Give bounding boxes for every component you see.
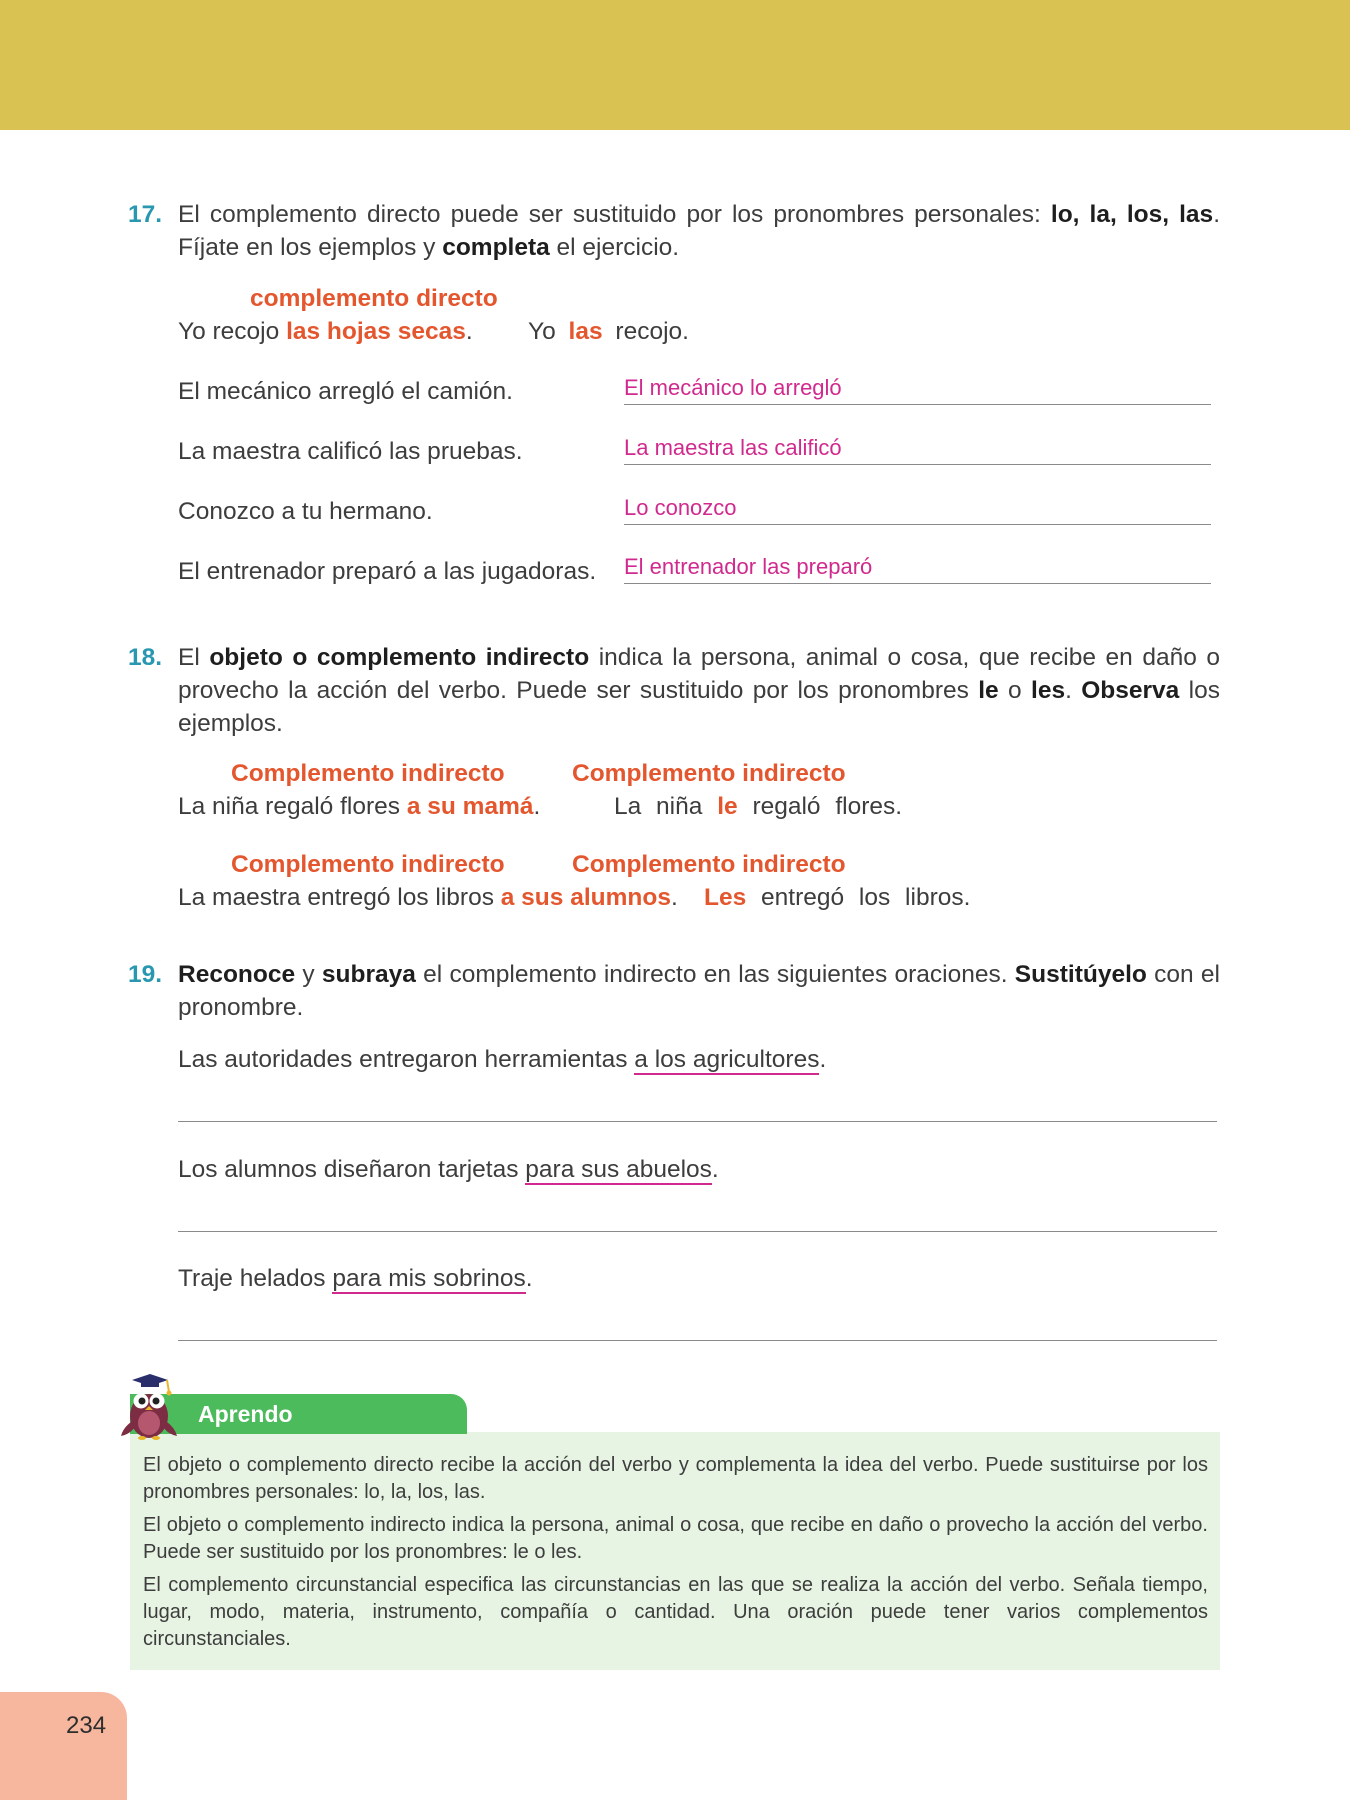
exercise-18-instructions: El objeto o complemento indirecto indica la persona, animal o cosa, que recibe en daño o provecho la acción del verbo. Puede ser sustituido por los pronombres le o les. Observa los ejemplos. <box>178 644 1221 737</box>
page-number: 234 <box>66 1712 107 1739</box>
example-replacement-indirecto-2: Les entregó los libros. <box>704 884 971 911</box>
exercise-17-sentence: La maestra calificó las pruebas. <box>178 438 523 465</box>
owl-mascot-icon <box>114 1370 186 1442</box>
exercise-19-instructions: Reconoce y subraya el complemento indirecto en las siguientes oraciones. Sustitúyelo con el pronombre. <box>178 961 1220 1021</box>
example-sentence-directo: Yo recojo las hojas secas. <box>178 318 473 345</box>
label-complemento-indirecto: Complemento indirecto <box>231 760 505 787</box>
exercise-17-sentence: El mecánico arregló el camión. <box>178 378 513 405</box>
underlined-complement: a los agricultores <box>634 1046 820 1073</box>
aprendo-title: Aprendo <box>198 1401 293 1427</box>
exercise-19-sentence: Las autoridades entregaron herramientas a los agricultores. <box>178 1046 827 1073</box>
header-band <box>0 0 1350 130</box>
exercise-17-sentence: Conozco a tu hermano. <box>178 498 433 525</box>
label-complemento-indirecto: Complemento indirecto <box>572 851 846 878</box>
exercise-19-number: 19. <box>128 961 163 988</box>
write-line-3[interactable] <box>178 1340 1217 1341</box>
answer-line-4[interactable]: El entrenador las preparó <box>624 553 1211 584</box>
exercise-17-instructions: El complemento directo puede ser sustituido por los pronombres personales: lo, la, los, las. Fíjate en los ejemplos y completa el ejercicio. <box>178 201 1220 261</box>
answer-line-2[interactable]: La maestra las calificó <box>624 434 1211 465</box>
aprendo-paragraph-3: El complemento circunstancial especifica las circunstancias en las que se realiza la acción del verbo. Señala tiempo, lugar, modo, materia, instrumento, compañía o cantidad. Una oración puede tener varios complementos circunstanciales. <box>143 1574 1208 1650</box>
example-sentence-indirecto-1: La niña regaló flores a su mamá. <box>178 793 541 820</box>
exercise-19-sentence: Los alumnos diseñaron tarjetas para sus abuelos. <box>178 1156 719 1183</box>
example-sentence-indirecto-2: La maestra entregó los libros a sus alumnos. <box>178 884 678 911</box>
exercise-17-number: 17. <box>128 201 163 228</box>
write-line-2[interactable] <box>178 1231 1217 1232</box>
write-line-1[interactable] <box>178 1121 1217 1122</box>
page-number-tab <box>0 1692 127 1800</box>
exercise-17-sentence: El entrenador preparó a las jugadoras. <box>178 558 597 585</box>
answer-line-3[interactable]: Lo conozco <box>624 494 1211 525</box>
exercise-19-sentence: Traje helados para mis sobrinos. <box>178 1265 533 1292</box>
example-replacement-indirecto-1: La niña le regaló flores. <box>614 793 903 820</box>
exercise-18-number: 18. <box>128 644 163 671</box>
label-complemento-indirecto: Complemento indirecto <box>572 760 846 787</box>
label-complemento-directo: complemento directo <box>250 285 498 312</box>
label-complemento-indirecto: Complemento indirecto <box>231 851 505 878</box>
answer-line-1[interactable]: El mecánico lo arregló <box>624 374 1211 405</box>
example-replacement-directo: Yo las recojo. <box>528 318 689 345</box>
underlined-complement: para sus abuelos <box>525 1156 712 1183</box>
underlined-complement: para mis sobrinos <box>332 1265 526 1292</box>
aprendo-paragraph-2: El objeto o complemento indirecto indica la persona, animal o cosa, que recibe en daño o provecho la acción del verbo. Puede ser sustituido por los pronombres: le o les. <box>143 1514 1208 1563</box>
aprendo-paragraph-1: El objeto o complemento directo recibe la acción del verbo y complementa la idea del verbo. Puede sustituirse por los pronombres personales: lo, la, los, las. <box>143 1454 1208 1503</box>
